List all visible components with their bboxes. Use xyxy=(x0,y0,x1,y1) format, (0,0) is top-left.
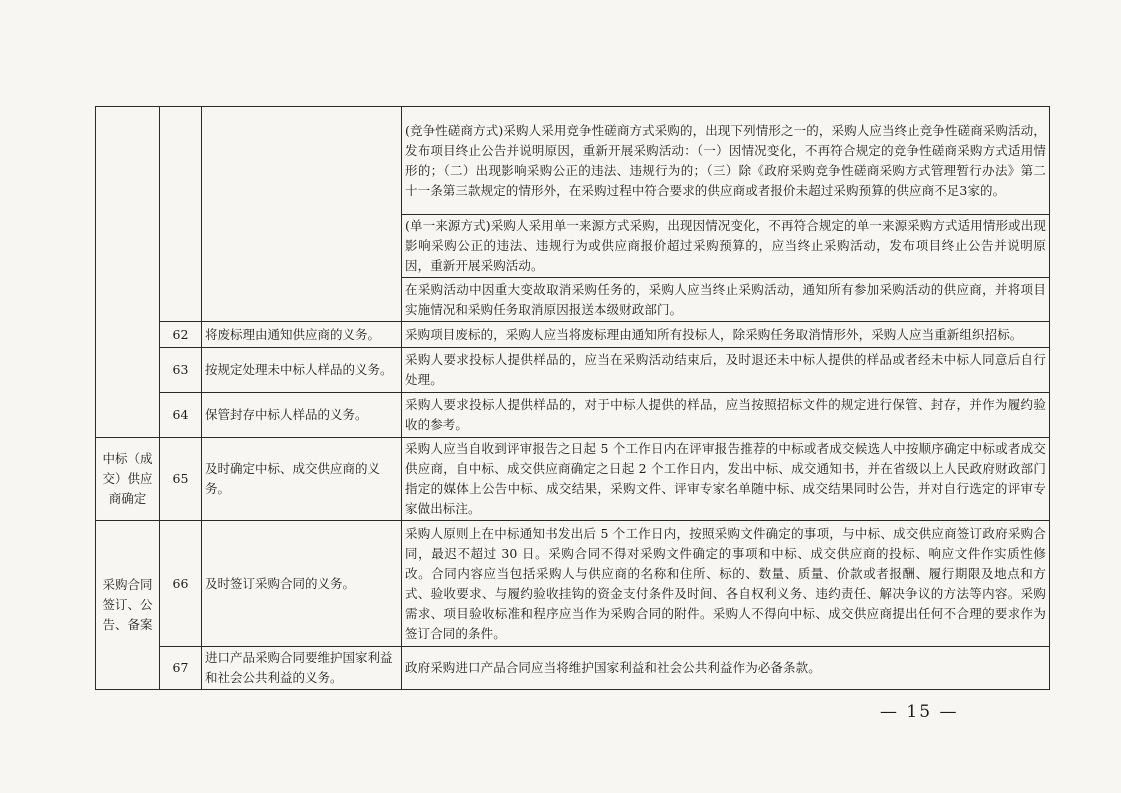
description-cell: 采购人应当自收到评审报告之日起 5 个工作日内在评审报告推荐的中标或者成交候选人中按顺序确定中标或者成交供应商，自中标、成交供应商确定之日起 2 个工作日内，发出中标、成交通知书，并在省级以上人民政府财政部门指定的媒体上公告中标、成交结果，采购文件、评审专家名单随中标、成交结果同时公告，并对自行选定的评审专家做出标注。 xyxy=(402,438,1050,521)
table-row xyxy=(96,521,1050,647)
description-cell: (单一来源方式)采购人采用单一来源方式采购，出现因情况变化，不再符合规定的单一来源采购方式适用情形或出现影响采购公正的违法、违规行为或供应商报价超过采购预算的，应当终止采购活动，发布项目终止公告并说明原因，重新开展采购活动。 xyxy=(402,215,1050,278)
duty-cell: 保管封存中标人样品的义务。 xyxy=(202,393,402,438)
description-cell: 在采购活动中因重大变故取消采购任务的，采购人应当终止采购活动，通知所有参加采购活动的供应商，并将项目实施情况和采购任务取消原因报送本级财政部门。 xyxy=(402,278,1050,322)
number-cell: 67 xyxy=(160,647,202,690)
number-cell: 62 xyxy=(160,322,202,348)
number-cell: 64 xyxy=(160,393,202,438)
duty-cell: 及时确定中标、成交供应商的义务。 xyxy=(202,438,402,521)
description-cell: 采购人要求投标人提供样品的，应当在采购活动结束后，及时退还未中标人提供的样品或者经未中标人同意后自行处理。 xyxy=(402,348,1050,393)
category-cell: 采购合同签订、公告、备案 xyxy=(96,521,160,690)
description-cell: 政府采购进口产品合同应当将维护国家利益和社会公共利益作为必备条款。 xyxy=(402,647,1050,690)
duty-cell: 将废标理由通知供应商的义务。 xyxy=(202,322,402,348)
description-cell: 采购人原则上在中标通知书发出后 5 个工作日内，按照采购文件确定的事项，与中标、成交供应商签订政府采购合同，最迟不超过 30 日。采购合同不得对采购文件确定的事项和中标、成交供应商的投标、响应文件作实质性修改。合同内容应当包括采购人与供应商的名称和住所、标的、数量、质量、价款或者报酬、履行期限及地点和方式、验收要求、与履约验收挂钩的资金支付条件及时间、各自权利义务、违约责任、解决争议的方法等内容。采购需求、项目验收标准和程序应当作为采购合同的附件。采购人不得向中标、成交供应商提出任何不合理的要求作为签订合同的条件。 xyxy=(402,521,1050,647)
obligations-table xyxy=(95,106,1050,690)
description-cell: 采购人要求投标人提供样品的，对于中标人提供的样品，应当按照招标文件的规定进行保管、封存，并作为履约验收的参考。 xyxy=(402,393,1050,438)
duty-cell xyxy=(202,107,402,322)
number-cell: 65 xyxy=(160,438,202,521)
page-number: — 15 — xyxy=(880,702,959,722)
number-cell: 63 xyxy=(160,348,202,393)
table-row xyxy=(96,647,1050,690)
category-cell xyxy=(96,107,160,438)
table-row xyxy=(96,393,1050,438)
description-cell: 采购项目废标的，采购人应当将废标理由通知所有投标人，除采购任务取消情形外，采购人应当重新组织招标。 xyxy=(402,322,1050,348)
number-cell xyxy=(160,107,202,322)
table-row xyxy=(96,438,1050,521)
table-row xyxy=(96,322,1050,348)
duty-cell: 进口产品采购合同要维护国家利益和社会公共利益的义务。 xyxy=(202,647,402,690)
category-cell: 中标（成交）供应商确定 xyxy=(96,438,160,521)
table-row xyxy=(96,348,1050,393)
description-cell: (竞争性磋商方式)采购人采用竞争性磋商方式采购的，出现下列情形之一的，采购人应当终止竞争性磋商采购活动，发布项目终止公告并说明原因，重新开展采购活动：（一）因情况变化，不再符合规定的竞争性磋商采购方式适用情形的；（二）出现影响采购公正的违法、违规行为的；（三）除《政府采购竞争性磋商采购方式管理暂行办法》第二十一条第三款规定的情形外，在采购过程中符合要求的供应商或者报价未超过采购预算的供应商不足3家的。 xyxy=(402,107,1050,215)
table-row xyxy=(96,107,1050,215)
duty-cell: 及时签订采购合同的义务。 xyxy=(202,521,402,647)
number-cell: 66 xyxy=(160,521,202,647)
duty-cell: 按规定处理未中标人样品的义务。 xyxy=(202,348,402,393)
